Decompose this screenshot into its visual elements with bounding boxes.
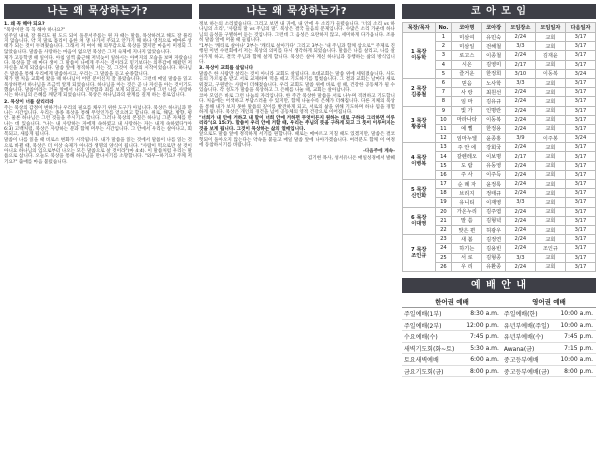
koa-cell: 김재윤 [535,51,565,60]
mokjang-group: 5 목장 신인화 [403,180,436,208]
koa-cell: 유니티 [452,198,482,207]
paragraph: 코아 모임은 바로 그런 나눔의 자리입니다. 한 주간 묵상한 말씀을 서로 나누며 격려하고 기도합니다. 처음에는 어색하고 부담스러울 수 있지만, 함께 나눌수록 은혜가 더해집니다. 다른 지체의 묵상을 통해 내가 보지 못한 말씀의 깊이를 발견하게 되고, 서로의 삶을 위해 기도하며 하나 됨을 경험하게 됩니다. 묵상은 개인의 경건을 넘어 공동체의 영적 건강으로 이어집니다. [199,93,395,115]
koa-cell: 강회국 [482,143,506,152]
service-name: 수요예배(수) [402,331,461,343]
koa-cell: 23 [435,235,452,244]
service-name: 새벽기도회(화~토) [402,342,461,354]
koa-cell: 1 [435,33,452,42]
koa-cell: 2/24 [505,115,535,124]
koa-cell: 조인규 [535,244,565,253]
koa-cell: 2/24 [505,235,535,244]
koa-cell: 주 사 [452,170,482,179]
koa-cell: 교회 [535,161,565,170]
koa-cell: 3/24 [565,69,595,78]
koa-cell: 교회 [535,198,565,207]
koa-cell: 말 씀 [452,216,482,225]
koa-row [403,235,596,244]
paragraph: 제가 맨 처음 교회에 왔을 때 하나님이 어떤 분이신지 잘 몰랐습니다. 그런데 매일 말씀을 읽고 묵상하면서 하나님을 조금씩 알게 되었습니다. 하나님을 아는 것은 곧 나 자신을 아는 것이기도 했습니다. 말씀이라는 거울 앞에서 나의 연약함과 죄를 보게 되었고, 동시에 그런 나를 사랑하시는 하나님의 은혜를 깨닫게 되었습니다. 묵상은 하나님과의 관계를 깊게 하는 통로입니다. [4,77,192,99]
koa-cell: 교회 [535,78,565,87]
koa-cell: 3/17 [565,207,595,216]
koa-cell: 임마누엘 [452,134,482,143]
koa-cell: 빛 가 [452,106,482,115]
mokjang-group: 6 목장 이대영 [403,207,436,235]
koa-cell: 3/3 [505,198,535,207]
article-column-2 [199,4,395,471]
koa-cell: 22 [435,225,452,234]
koa-cell: 8 [435,97,452,106]
koa-cell: 이종철 [482,51,506,60]
koa-cell: 3/17 [565,88,595,97]
koa-cell: 3/10 [505,69,535,78]
koa-cell: 3/17 [565,60,595,69]
koa-column-header: 코아명 [452,23,482,33]
koa-cell: 인명란 [482,106,506,115]
koa-cell: 한정희 [482,69,506,78]
koa-cell: 15 [435,161,452,170]
koa-cell: 이주봉 [535,134,565,143]
koa-cell: 예 뻘 [452,124,482,133]
koa-cell: 교회 [535,207,565,216]
to-be-continued: -다음주에 계속- [362,148,395,154]
koa-row [403,180,596,189]
koa-cell: 3/17 [565,42,595,51]
koa-cell: 10 [435,115,452,124]
koa-cell: 유동영 [482,161,506,170]
koa-cell: 믿음 [452,78,482,87]
koa-cell: 로고스 [452,51,482,60]
koa-cell: 노사학 [482,78,506,87]
koa-cell: 7 [435,88,452,97]
column-1-title: 나는 왜 묵상하는가? [4,4,192,19]
koa-cell: 3/17 [565,78,595,87]
koa-cell: 전해철 [482,42,506,51]
koa-cell: 즐거운 [452,69,482,78]
service-time: 10:00 a.m. [556,308,596,320]
koa-cell: 3/17 [565,106,595,115]
service-name: 유년부예배(수) [502,331,556,343]
source-attribution: 김기현 목사, 성서유니온 매일성경에서 발췌 [307,156,395,162]
koa-cell: 2/17 [505,60,535,69]
paragraph: 말씀은 한 사람만 살리는 것이 아니라 교회도 살립니다. 초대교회는 말씀 위에 세워졌습니다. 사도들의 가르침을 받고 서로 교제하며 떡을 떼고 기도하기를 힘썼습니다. 그 결과 교회는 날마다 새로워졌고, 구원받는 사람이 더해졌습니다. 우리 교회도 말씀 위에 바로 설 때, 건강한 공동체가 될 수 있습니다. 각 성도가 말씀을 묵상하고 그 은혜를 나눌 때, 교회는 살아납니다. [199,72,395,94]
koa-row [403,143,596,152]
service-row [402,308,596,320]
koa-cell: 교회 [535,180,565,189]
koa-cell: 24 [435,244,452,253]
koa-cell: 2/24 [505,143,535,152]
koa-cell: 18 [435,189,452,198]
service-time: 8:00 p.m. [556,365,596,377]
koa-cell: 교회 [535,124,565,133]
koa-cell: 3/17 [565,124,595,133]
koa-cell: 25 [435,253,452,262]
service-name: Awana(금) [502,342,556,354]
koa-cell: 3/3 [505,42,535,51]
worship-schedule-table [402,296,596,378]
paragraph: 일주일 내내, 잘 풀리도 될 도드 되이 돌분서주롭는 원 자 때는 말씀, 목상하려고 해도 잘 풀리지 않습니다. 약 지 말로 틀리이 읍한 쳐 생 나가서 주되고 안가기 해 하나 영적으로 메마른 상태가 되는 것이 두려웠습니다. 그래서 저 여이 해 의무감으로 묵상을 했지만 마음이 미정되 그 않았습니다. 말씀을 사랑하는 마음이 없으면 묵상은 그저 숙제에 지나지 않았습니다. [4,33,192,55]
koa-cell: 2/24 [505,170,535,179]
koa-cell: 2/24 [505,106,535,115]
koa-cell: 시온 [452,60,482,69]
koa-column-header: 다음일자 [565,23,595,33]
koa-cell: 마라나타 [452,115,482,124]
koa-cell: 교회 [535,97,565,106]
koa-cell: 11 [435,124,452,133]
service-name: 금요기도회(금) [402,365,461,377]
koa-cell: 교회 [535,88,565,97]
koa-cell: 3/17 [565,262,595,271]
koa-cell: 이동복 [535,69,565,78]
koa-cell: 갈렌레오 [452,152,482,161]
koa-cell: 윤정록 [482,180,506,189]
koa-column-header: 코아장 [482,23,506,33]
koa-cell: 이재영 [482,198,506,207]
koa-cell: 13 [435,143,452,152]
koa-cell: 한정용 [482,124,506,133]
koa-cell: 하기는 [452,244,482,253]
koa-cell: 3/24 [565,134,595,143]
article-body-1 [4,22,192,165]
koa-cell: 3/3 [505,253,535,262]
koa-column-header: 목장/목자 [403,23,436,33]
koa-cell: 3/17 [565,97,595,106]
koa-cell: 3/17 [565,235,595,244]
mokjang-group: 4 목장 이병복 [403,143,436,180]
service-name: 유년부예배(주일) [502,319,556,331]
koa-cell: 3/17 [565,244,595,253]
koa-cell: 교회 [535,189,565,198]
service-name: 중고등부예배(금) [502,365,556,377]
koa-cell: 3/17 [565,161,595,170]
paragraph: "1부는 '캐티로 살아나' 2부는 '캐티로 살아가다' 그리고 3부는 '내 주님과 함께 삼으로'" 주제로 진행된 이번 수련회에서 저는 묵상의 의미를 다시 생각하게 되었습니다. 말씀은 나를 살리고, 나를 살아가게 하고, 결국 주님과 함께 살게 합니다. 묵상은 살아 계신 하나님과 동행하는 삶의 방식입니다. [199,43,395,65]
koa-cell: 19 [435,198,452,207]
koa-cell: 3/17 [565,253,595,262]
mokjang-group: 3 목장 황종대 [403,106,436,143]
koa-row [403,33,596,42]
koa-cell: 교회 [535,106,565,115]
service-name: 주일예배(1부) [402,308,461,320]
mokjang-group: 7 목장 조인규 [403,235,436,272]
koa-cell: 2/24 [505,124,535,133]
koa-cell: 2/24 [505,51,535,60]
koa-cell: 3/17 [565,170,595,179]
koa-row [403,207,596,216]
koa-cell: 가온누리 [452,207,482,216]
koa-cell: 2/24 [505,161,535,170]
koa-cell: 임 마 [452,97,482,106]
koa-cell: 3/17 [565,216,595,225]
koa-cell: 2/24 [505,189,535,198]
service-time: 5:30 a.m. [461,342,502,354]
koa-cell: 20 [435,207,452,216]
koa-cell: 2/24 [505,180,535,189]
service-time: 8:30 a.m. [461,308,502,320]
koa-cell: 교회 [535,143,565,152]
bold-scripture-paragraph: "너희가 내 안에 거하고 내 말이 너희 안에 거하면 무엇이든지 원하는 대로 구하라 그리하면 이루리라"(요 15:7). 말씀이 우리 안에 거할 때, 우리는 주님의 뜻을 구하게 되고 그 뜻이 이루어지는 것을 보게 됩니다. 그것이 묵상하는 삶의 열매입니다. [199,115,395,132]
koa-cell: 유환종 [482,262,506,271]
koa-cell: 최원선 [482,88,506,97]
paragraph: 앞으로도 말씀 앞에 정직하게 서기를 원합니다. 때로는 메마르고 지칠 때도 있겠지만, 말씀은 결코 헛되이 돌아오지 않는다는 약속을 붙들고 매일 말씀 앞에 나아가겠습니다. 여러분도 함께 이 여정에 동참하시기를 바랍니다. [199,132,395,149]
service-row [402,365,596,377]
paragraph: 제가 고등학생 때 일이다. 아침 일찍 출근해 저녁늦이 일하시는 아버지의 모습을 보며 자랐습니다. 묵상을 할 때 마다 생이 그 말씀이 나에게 주시는 것이라고 믿기보다는 의무감에 해왔던 저 자신을 보게 되었습니다. 말씀 앞에 정직하게 서는 것, 그것이 묵상의 시작이었습니다. 하나님은 말씀을 통해 우리에게 말씀하시고, 우리는 그 말씀을 듣고 순종합니다. [4,55,192,77]
koa-cell: 3/17 [565,143,595,152]
koa-cell: 김유규 [482,97,506,106]
koa-cell: 3/17 [565,33,595,42]
koa-cell: 교회 [535,170,565,179]
koa-cell: 5 [435,69,452,78]
service-time: 8:00 p.m. [461,365,502,377]
article-column-1 [4,4,192,471]
koa-column-header: No. [435,23,452,33]
koa-cell: 2/24 [505,33,535,42]
koa-column-header: 모임장소 [505,23,535,33]
quote: "묵상이란 꼭 꼭 해야 하나요?" [4,27,66,33]
koa-cell: 2/24 [505,97,535,106]
koa-cell: 26 [435,262,452,271]
paragraph: 주는 묵상의 감정이 변하거나 우리의 필요를 채우기 위한 도구가 아닙니다. 묵상은 하나님과 만나는 시간입니다. 우리는 종종 묵상을 통해 무엇인가를 얻으려고 합니다. 위로, 해답, 방향, 평안. 물론 하나님은 그런 것들을 주시기도 합니다. 그러나 묵상의 본질은 하나님 그분 자체를 만나는 데 있습니다. "나는 내 사랑하는 자에게 속하였고 내 사랑하는 자는 내게 속하였다"(아 6:3) 고백처럼, 묵상은 사랑하는 분과 함께 머무는 시간입니다. 그 안에서 우리는 살아나고, 회복되고, 새롭게 됩니다. [4,105,192,138]
service-time: 10:00 a.m. [556,319,596,331]
koa-cell: 교회 [535,225,565,234]
koa-cell: 교회 [535,33,565,42]
koa-cell: 교회 [535,60,565,69]
korean-service-header: 한어권 예배 [402,296,502,308]
koa-cell: 브리지 [452,189,482,198]
service-time: 7:45 p.m. [461,331,502,343]
koa-cell: 이주득 [482,170,506,179]
koa-cell: 4 [435,60,452,69]
koa-cell: 윤종홍 [482,134,506,143]
koa-cell: 9 [435,106,452,115]
koa-cell: 2/24 [505,207,535,216]
koa-cell: 2/24 [505,244,535,253]
koa-cell: 6 [435,78,452,87]
koa-cell: 2 [435,42,452,51]
koa-cell: 김주엽 [482,207,506,216]
koa-cell: 12 [435,134,452,143]
service-name: 주일예배(2부) [402,319,461,331]
koa-cell: 사 랑 [452,88,482,97]
koa-column-header: 모임일자 [535,23,565,33]
koa-cell: 서 로 [452,253,482,262]
koa-cell: 우 리 [452,262,482,271]
service-name: 중고등부예배 [502,354,556,366]
koa-cell: 도 람 [452,161,482,170]
koa-cell: 교회 [535,115,565,124]
service-row [402,342,596,354]
koa-cell: 3/17 [565,225,595,234]
koa-cell: 김형녁 [482,216,506,225]
koa-cell: 3/17 [565,189,595,198]
koa-meeting-title: 코 아 모 임 [402,4,596,19]
article-body-2 [199,22,395,154]
koa-cell: 맞은 편 [452,225,482,234]
service-name: 토요새벽예배 [402,354,461,366]
koa-row [403,106,596,115]
koa-cell: 미삼일 [452,42,482,51]
koa-cell: 교회 [535,42,565,51]
koa-cell: 3/9 [505,134,535,143]
koa-cell: 이보명 [482,152,506,161]
koa-cell: 허광우 [482,225,506,234]
koa-cell: 김형종 [482,253,506,262]
worship-guide-title: 예 배 안 내 [402,278,596,293]
koa-cell: 교회 [535,235,565,244]
service-name: 주일예배(한) [502,308,556,320]
koa-cell: 김정연 [482,235,506,244]
service-time: 7:15 p.m. [556,342,596,354]
koa-cell: 교회 [535,262,565,271]
service-row [402,354,596,366]
koa-cell: 17 [435,180,452,189]
koa-cell: 3/17 [565,152,595,161]
koa-meeting-table [402,22,596,272]
koa-cell: 주 안 에 [452,143,482,152]
koa-cell: 교회 [535,216,565,225]
koa-cell: 14 [435,152,452,161]
service-time: 12:00 p.m. [461,319,502,331]
koa-cell: 3/3 [505,78,535,87]
koa-cell: 3 [435,51,452,60]
service-row [402,319,596,331]
koa-cell: 16 [435,170,452,179]
koa-cell: 순 례 자 [452,180,482,189]
section-heading-1: 1. 왜 꼭 해야 되요? [4,22,45,27]
koa-cell: 교회 [535,152,565,161]
koa-cell: 이동복 [482,115,506,124]
koa-cell: 교회 [535,253,565,262]
mokjang-group: 1 목장 이동학 [403,33,436,79]
koa-cell: 2/24 [505,216,535,225]
koa-cell: 2/24 [505,88,535,97]
koa-cell: 김용빈 [482,244,506,253]
koa-cell: 3/17 [565,180,595,189]
section-heading-2: 2. 묵상이 너를 살리리라 [4,99,54,105]
koa-cell: 21 [435,216,452,225]
service-time: 10:00 a.m. [556,354,596,366]
sidebar-column [402,4,596,471]
koa-cell: 3/17 [565,198,595,207]
service-time: 7:45 p.m. [556,331,596,343]
mokjang-group: 2 목장 김종철 [403,78,436,106]
koa-row [403,78,596,87]
english-service-header: 영어권 예배 [502,296,596,308]
koa-cell: 유민숙 [482,33,506,42]
koa-cell: 정태규 [482,189,506,198]
koa-cell: 김영미 [482,60,506,69]
service-row [402,331,596,343]
koa-cell: 2/24 [505,225,535,234]
column-2-title: 나는 왜 묵상하는가? [199,4,395,19]
koa-cell: 2/17 [505,152,535,161]
koa-cell: 2/24 [505,262,535,271]
koa-cell: 3/17 [565,51,595,60]
section-heading-3: 3. 묵상이 교회를 살립니다 [199,66,254,72]
paragraph: 정보 하는의 소리였습니다. 그리고 보면 내 귀에, 내 안에 우 소리가 들렸습니다. '너의 소리 vs 하나님의 소리', '사람의 말 vs 주님의 말'. 묵상은 결국 들음의 문제입니다. 수많은 소리 가운데 하나님의 음성을 구별하여 듣는 것입니다. 그런데 그 음성은 요란하지 않고, 세미하게 다가옵니다. 조용히 말씀 앞에 머물 때 들립니다. [199,22,395,44]
koa-cell: 새 봄 [452,235,482,244]
koa-cell: 미삼여 [452,33,482,42]
service-time: 6:00 a.m. [461,354,502,366]
koa-cell: 3/17 [565,115,595,124]
paragraph: 말씀이 나를 읽을 때 비로소 변화가 시작됩니다. 내가 말씀을 읽는 것에서 말씀이 나를 읽는 것으로 바뀔 때, 묵상은 더 이상 숙제가 아니라 생명의 양식이 됩니다. "사람이 떡으로만 살 것이 아니요 하나님의 입으로부터 나오는 모든 말씀으로 살 것이라"(마 4:4). 이 말씀처럼 우리는 말씀으로 삽니다. 오늘도 묵상을 통해 하나님을 만나시기를 소망합니다. "와우~하기요? 주께 저 기요?" 출애를 마음 불렀습니다. [4,138,192,165]
